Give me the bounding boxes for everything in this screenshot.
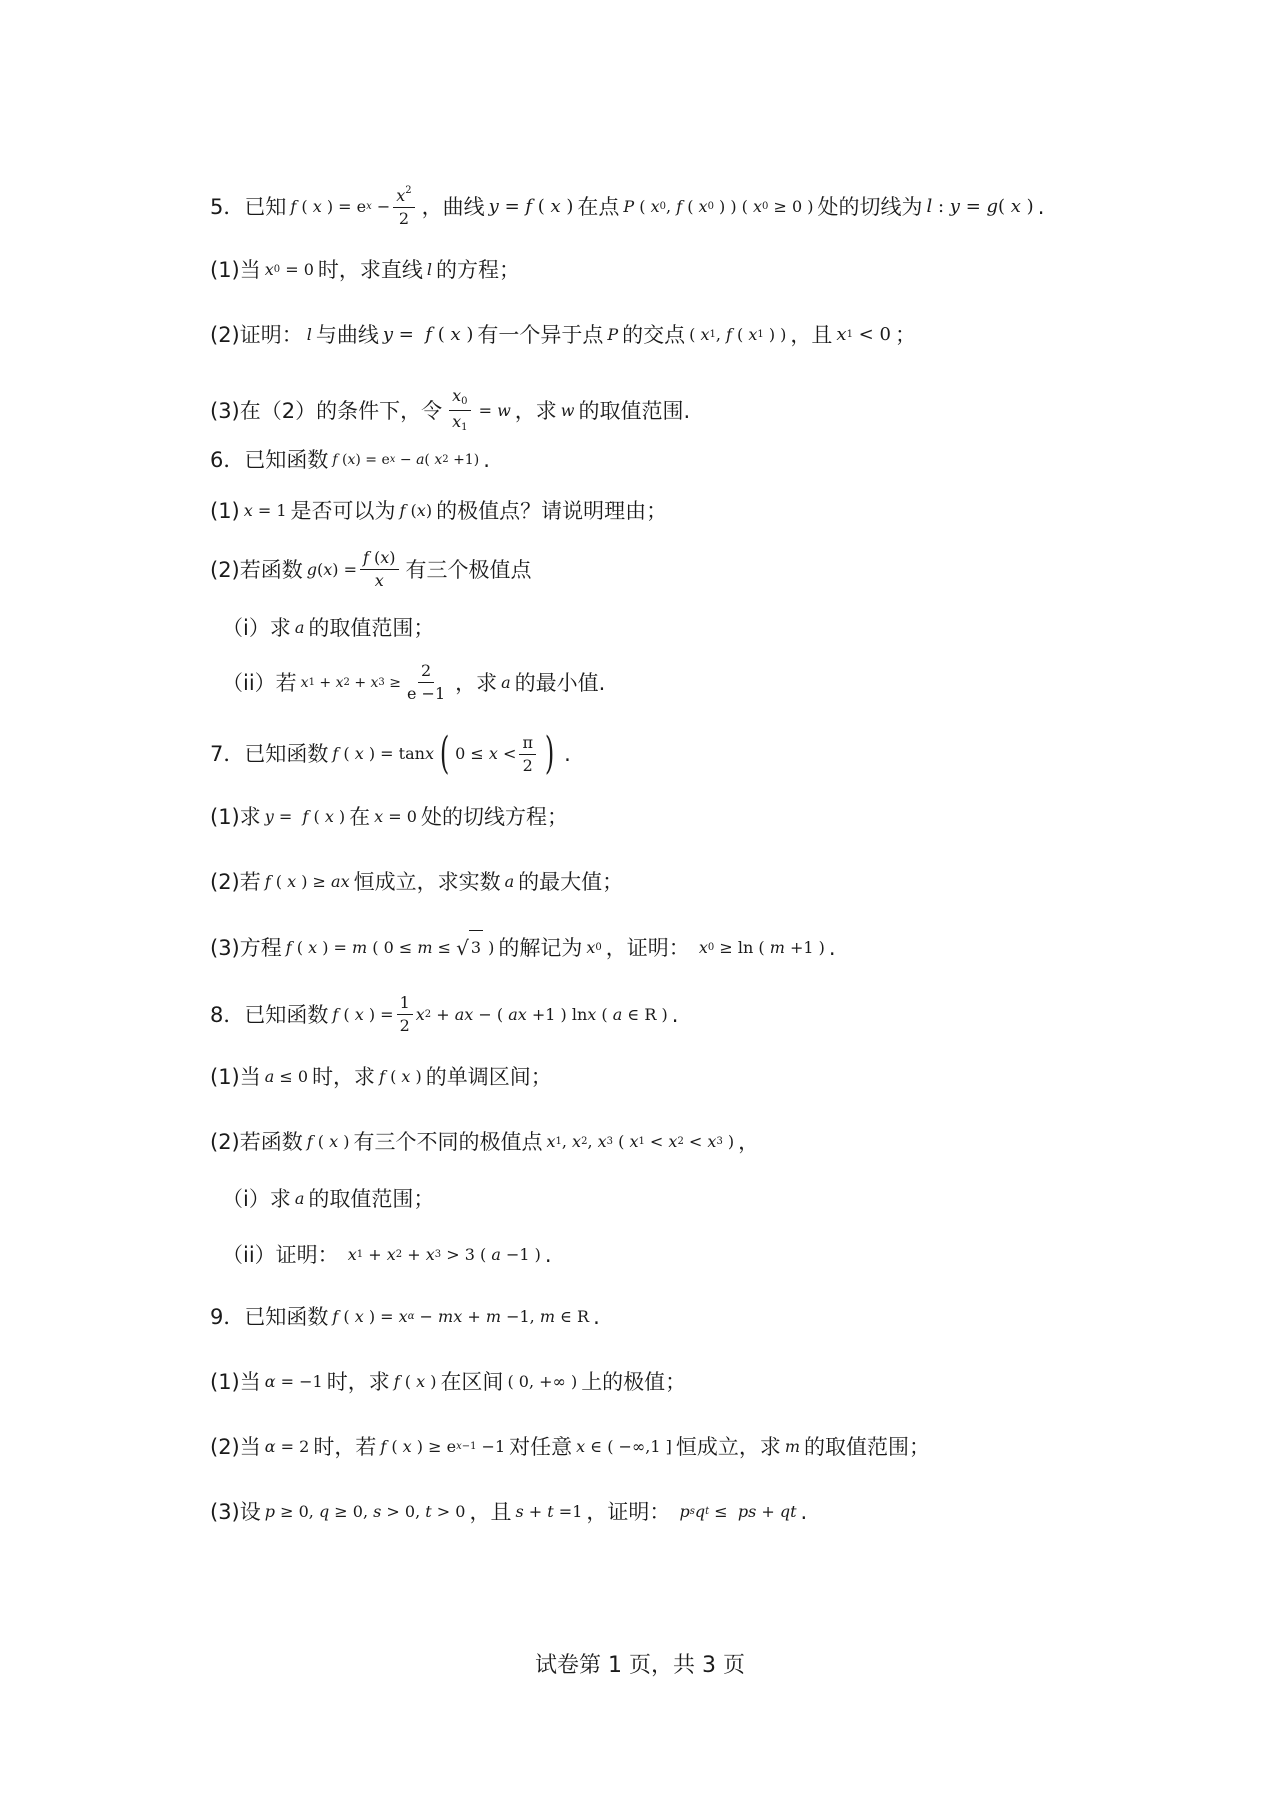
q8-number: 8．已知函数 [210, 1002, 329, 1027]
formula-curve: y = f ( x ) [488, 195, 574, 217]
formula-q6-fx: f ( x ) = e x − a ( x 2 +1) [332, 452, 480, 468]
q6-stem: 6．已知函数 f ( x ) = e x − a ( x 2 +1) . [210, 443, 490, 477]
q5-part3: (3)在（2）的条件下，令 $\frac{x_0}{x_1}$ = w ，求 w 的取值范围. [210, 386, 691, 433]
formula-tangent: l : y = g ( x ) [926, 195, 1034, 217]
q5-part1: (1)当 x 0 = 0 时，求直线 l 的方程； [210, 253, 520, 287]
q8-stem: 8．已知函数 f ( x ) = $\frac{1}{2}$ x 2 + ax − ( ax +1 ) ln x ( a ∈ R ) . [210, 993, 679, 1035]
q7-part1: (1)求 y = f ( x ) 在 x = 0 处的切线方程； [210, 805, 568, 829]
q5-number: 5．已知 [210, 194, 287, 219]
formula-l: l [426, 260, 433, 279]
q5-stem: 5．已知 f ( x ) = e x − $\frac{x^2}{2}$ ，曲线 y = f ( x ) 在点 P ( x 0 , f ( x 0 ) ) ( x 0 ≥ 0 ) 处的切线为 l : y = g ( x ) . [210, 185, 1045, 228]
formula-fx-eq-m: f ( x ) = m ( 0 ≤ m ≤ √ 3 ) [286, 930, 495, 965]
formula-point-p: P ( x 0 , f ( x 0 ) ) ( x 0 ≥ 0 ) [623, 196, 814, 216]
page-footer: 试卷第 1 页，共 3 页 [535, 1653, 745, 1678]
formula-q9-fx: f ( x ) = x α − mx + m −1, m ∈ R [332, 1307, 590, 1326]
q6-sub-i: （i）求 a 的取值范围； [222, 616, 435, 640]
q6-number: 6．已知函数 [210, 448, 329, 472]
q6-sub-ii: （ii）若 x 1 + x 2 + x 3 ≥ $\frac{2}{e -1}$ ，求 a 的最小值. [222, 661, 606, 703]
q6-part1: (1) x = 1 是否可以为 f ( x ) 的极值点？请说明理由； [210, 499, 668, 523]
formula-x0-ln: x 0 ≥ ln ( m +1 ) [698, 937, 825, 957]
q7-part3: (3)方程 f ( x ) = m ( 0 ≤ m ≤ √ 3 ) 的解记为 x 0 ，证明： x 0 ≥ ln ( m +1 ) . [210, 930, 836, 965]
q7-part2: (2)若 f ( x ) ≥ ax 恒成立，求实数 a 的最大值； [210, 870, 624, 894]
q8-part1: (1)当 a ≤ 0 时，求 f ( x ) 的单调区间； [210, 1065, 552, 1089]
q8-sub-i: （i）求 a 的取值范围； [222, 1187, 435, 1211]
formula-young: p s q t ≤ ps + qt [679, 1502, 797, 1521]
q7-stem: 7．已知函数 f ( x ) = tan x ( 0 ≤ x < $\frac{\pi}{2}$ ) . [210, 728, 571, 779]
q9-number: 9．已知函数 [210, 1305, 329, 1329]
formula-sum-bound: x 1 + x 2 + x 3 ≥ $\frac{2}{e -1}$ [300, 661, 446, 703]
formula-extrema: x 1 , x 2 , x 3 ( x 1 < x 2 < x 3 ) [546, 1132, 735, 1151]
q9-part3: (3)设 p ≥ 0, q ≥ 0, s > 0, t > 0 ，且 s + t =1 ，证明： p s q t ≤ ps + qt . [210, 1495, 807, 1529]
q9-part1: (1)当 α = −1 时，求 f ( x ) 在区间 ( 0, +∞ ) 上的极值； [210, 1370, 687, 1394]
formula-gx: g ( x ) = $\frac{f (x)}{x}$ [307, 550, 402, 589]
q8-sub-ii: （ii）证明： x 1 + x 2 + x 3 > 3 ( a −1 ) . [222, 1243, 552, 1267]
formula-intersection: ( x 1 , f ( x 1 ) ) [689, 325, 787, 344]
formula-q8-fx: f ( x ) = $\frac{1}{2}$ x 2 + ax − ( ax +1 ) ln x ( a ∈ R ) [332, 993, 668, 1035]
q5-part2: (2)证明： l 与曲线 y = f ( x ) 有一个异于点 P 的交点 ( x 1 , f ( x 1 ) ) ，且 x 1 < 0 ； [210, 318, 916, 352]
formula-w-def: $\frac{x_0}{x_1}$ = w [446, 388, 511, 433]
formula-fx-def: f ( x ) = e x − $\frac{x^2}{2}$ [290, 186, 417, 227]
formula-tan: f ( x ) = tan x ( 0 ≤ x < $\frac{\pi}{2}$ ) [332, 728, 555, 779]
q7-number: 7．已知函数 [210, 742, 329, 766]
q6-part2: (2)若函数 g ( x ) = $\frac{f (x)}{x}$ 有三个极值点 [210, 548, 532, 590]
q9-part2: (2)当 α = 2 时，若 f ( x ) ≥ e x−1 −1 对任意 x ∈ ( −∞,1 ] 恒成立，求 m 的取值范围； [210, 1435, 931, 1459]
formula-x0-zero: x 0 = 0 [264, 260, 314, 279]
q8-part2: (2)若函数 f ( x ) 有三个不同的极值点 x 1 , x 2 , x 3 ( x 1 < x 2 < x 3 ) ， [210, 1125, 759, 1159]
q9-stem: 9．已知函数 f ( x ) = x α − mx + m −1, m ∈ R . [210, 1300, 600, 1334]
